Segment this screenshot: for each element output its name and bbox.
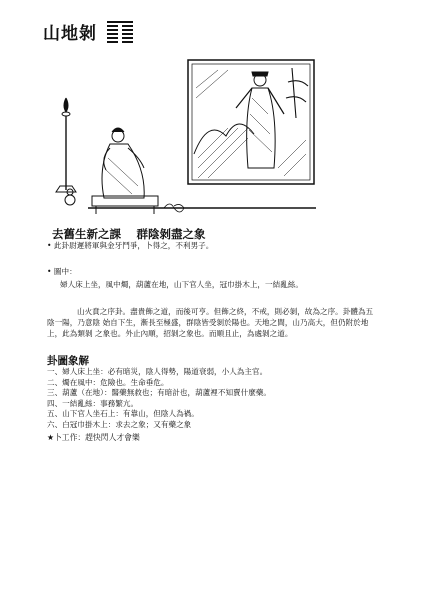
woodblock-illustration — [48, 58, 316, 218]
list-item: 三、葫蘆（在地）：醫藥無救也；有暗計也，葫蘆裡不知賣什麼藥。 — [47, 388, 272, 398]
list-item: 二、燭在風中：危險也。生命垂危。 — [47, 377, 169, 387]
picture-label: • 圖中： — [47, 267, 77, 276]
interpretation-list — [47, 367, 377, 431]
picture-description: 婦人床上坐，風中燭，葫蘆在地，山下官人坐，冠巾掛木上，一結亂絲。 — [60, 280, 303, 289]
lesson-heading: 去舊生新之課 群陰剝盡之象 — [52, 227, 206, 241]
section-heading: 卦圖象解 — [47, 355, 89, 367]
career-note: ★卜工作：趕快閃人才會樂 — [47, 433, 140, 442]
list-item: 四、一結亂絲：事務繁亢。 — [47, 398, 139, 408]
commentary-paragraph: 山火賁之序卦。盡貴飾之道，而後可亨。但飾之終，不戒，則必剝，故為之序。卦體為五陰一陽，乃意陰 始自下生，漸長至極盛，群陰皆受剝於陽也。天地之間，山乃高大，但仍附於地上，此為類剝 之象也。外止內順，招剝之象也。而順且止，為處剝之道。 — [47, 307, 374, 338]
list-item: 一、婦人床上坐：必有暗災，陰人得勢，陽道衰弱，小人為主官。 — [47, 367, 268, 376]
page-title: 山地剝 — [43, 24, 97, 44]
list-item: 六、白冠巾掛木上：求去之象；又有藥之象 — [47, 419, 192, 429]
list-item: 五、山下官人坐石上：有靠山，但陰人為禍。 — [47, 409, 199, 419]
hexagram-bo-icon — [107, 21, 133, 43]
omen-text: • 此卦尉遲將軍與金牙鬥爭，卜得之，不利男子。 — [47, 241, 214, 250]
